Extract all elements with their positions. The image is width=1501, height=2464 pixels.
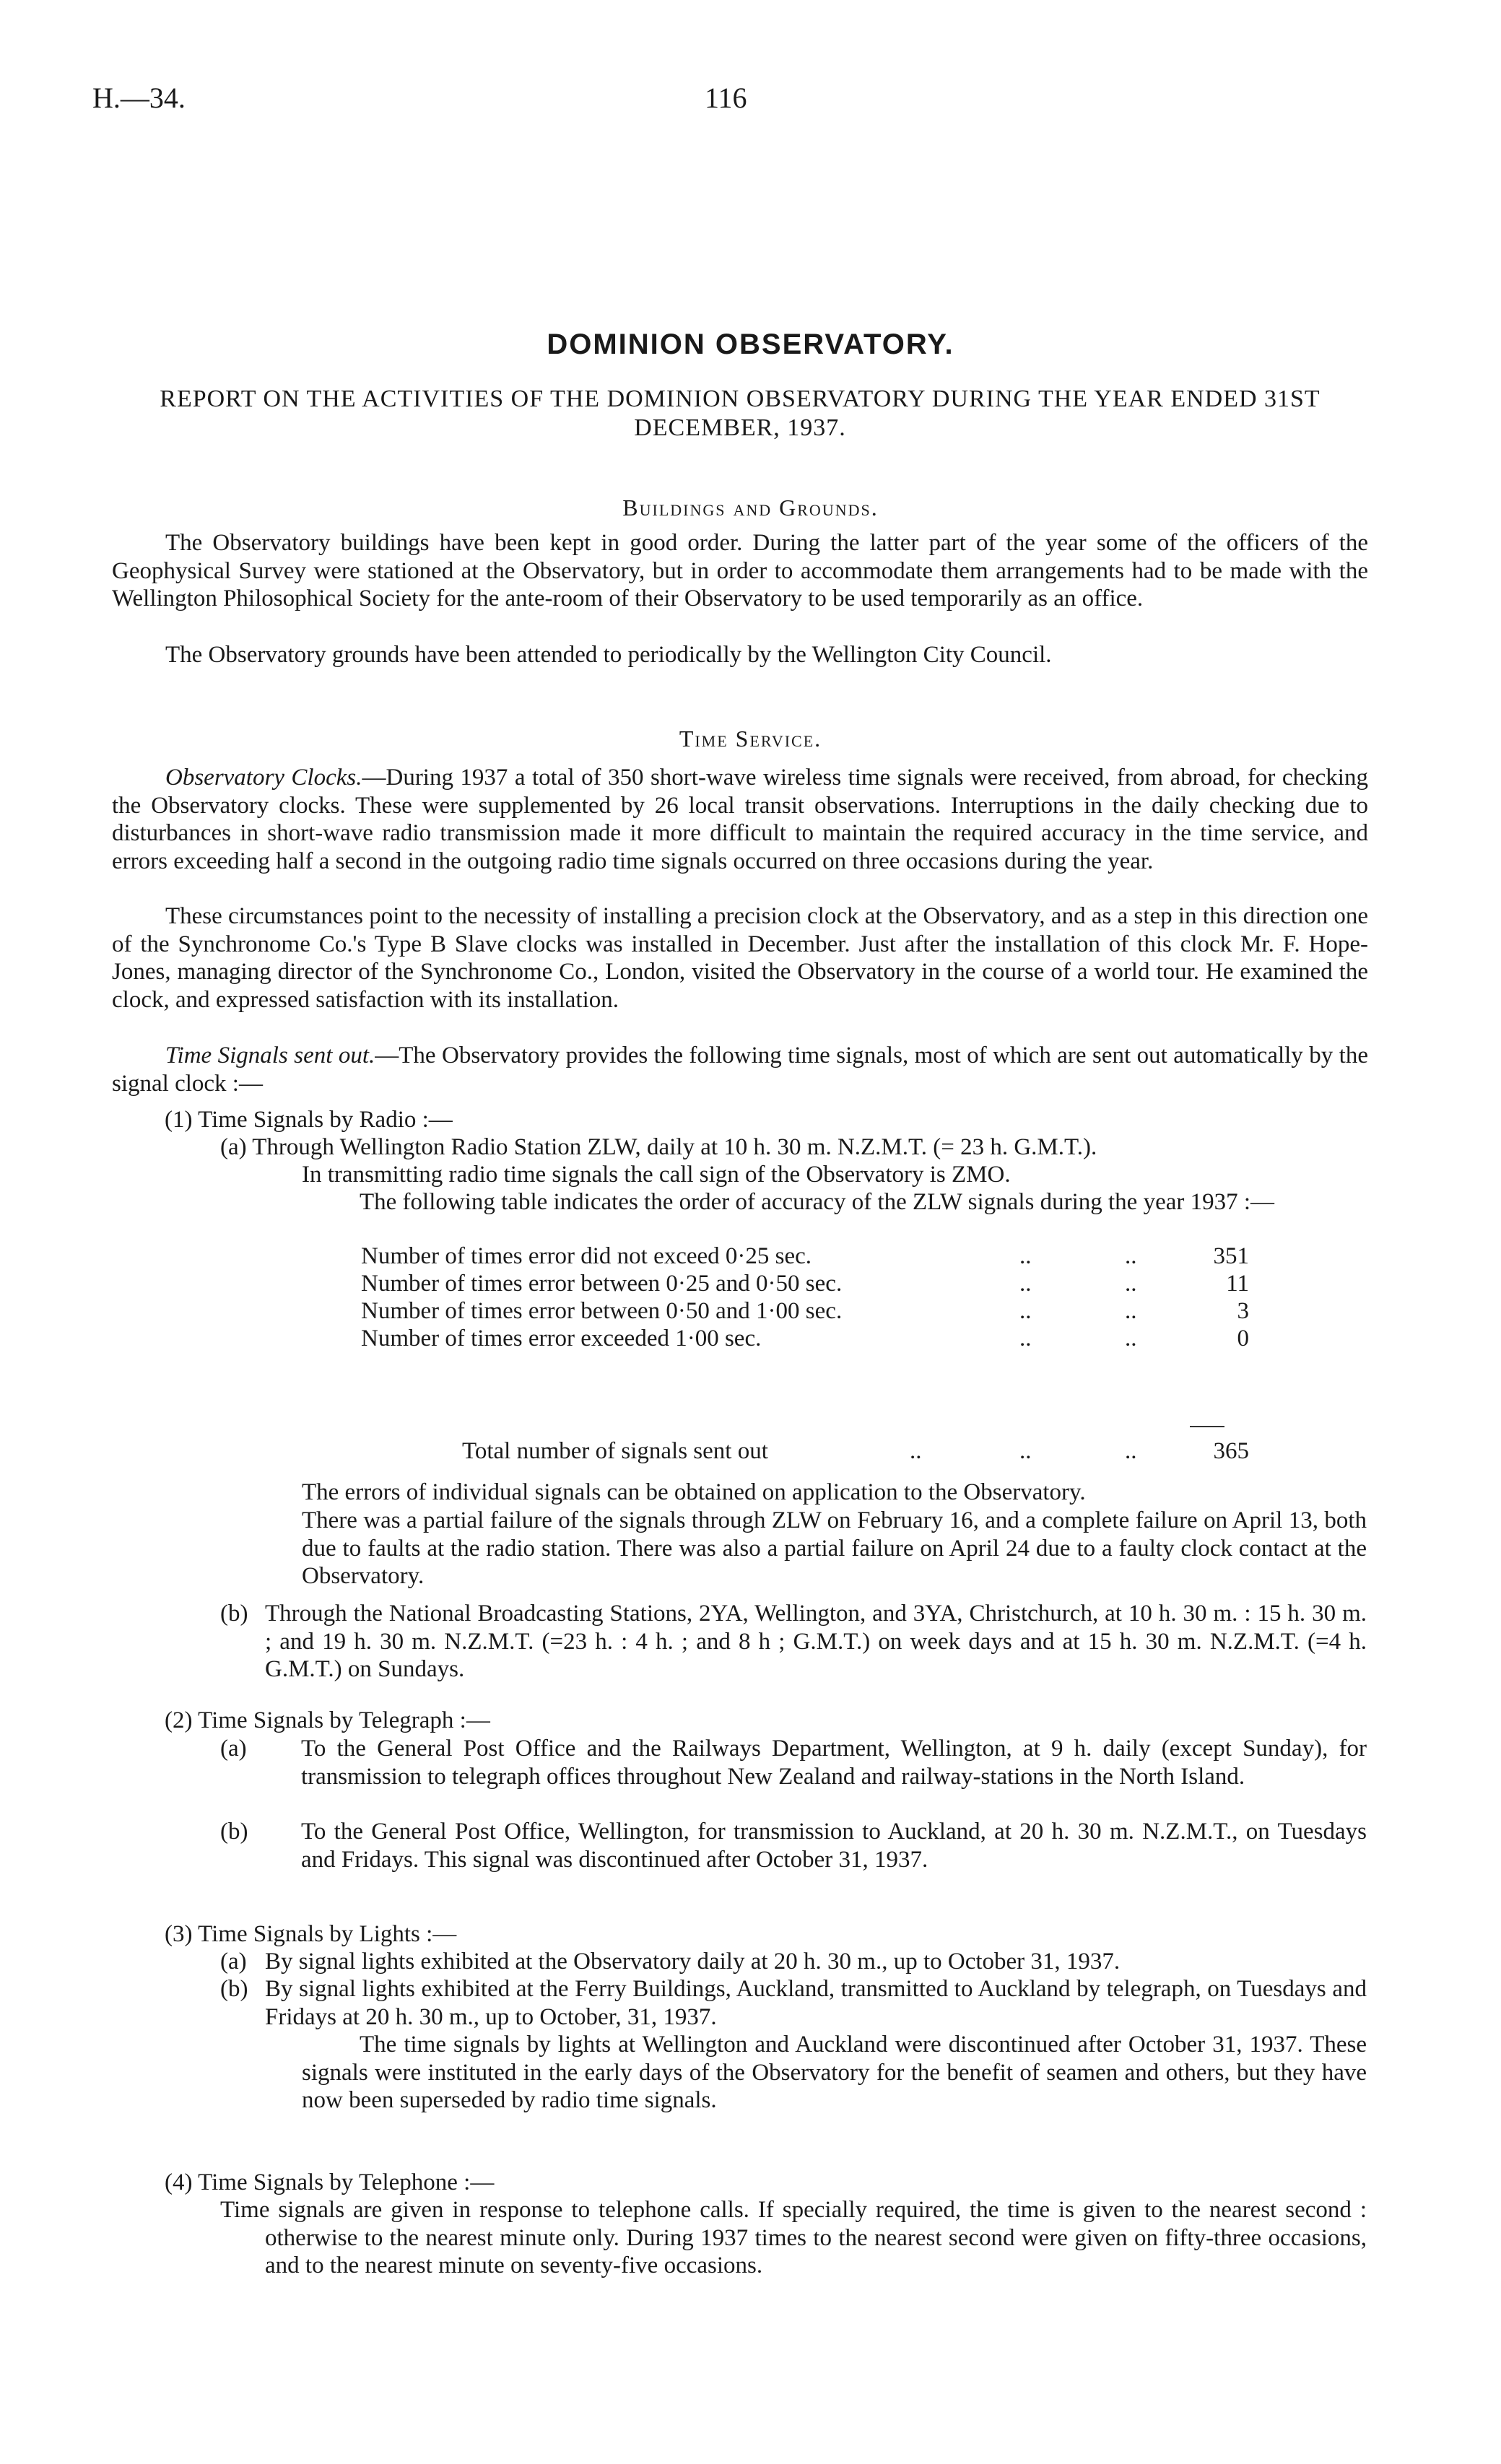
leader-dots: .. (1125, 1243, 1137, 1269)
table-row-value: 11 (1226, 1271, 1249, 1297)
total-rule (1190, 1426, 1224, 1427)
table-row-label: Number of times error did not exceed 0·25 sec. (361, 1243, 812, 1269)
item-a-label: (a) (220, 1736, 247, 1762)
table-row (361, 1298, 1249, 1325)
time-signals-text: —The Observatory provides the following time signals, most of which are sent out automatically by the signal clock :— (112, 1042, 1368, 1097)
document-subtitle: REPORT ON THE ACTIVITIES OF THE DOMINION OBSERVATORY DURING THE YEAR ENDED 31ST DECEMBER, 1937. (160, 386, 1321, 441)
grounds-paragraph: The Observatory grounds have been attended to periodically by the Wellington City Council. (165, 642, 1052, 668)
leader-dots: .. (1125, 1271, 1137, 1297)
leader-dots: .. (1019, 1438, 1032, 1464)
item-a-text: By signal lights exhibited at the Observatory daily at 20 h. 30 m., up to October 31, 1937. (265, 1949, 1121, 1975)
document-code: H.—34. (92, 82, 186, 114)
table-row-value: 3 (1237, 1298, 1249, 1324)
item-b-label: (b) (220, 1601, 248, 1627)
radio-item-a: (a) Through Wellington Radio Station ZLW, daily at 10 h. 30 m. N.Z.M.T. (= 23 h. G.M.T.). (220, 1134, 1097, 1160)
buildings-heading: Buildings and Grounds. (622, 495, 879, 521)
table-row-label: Number of times error between 0·25 and 0·50 sec. (361, 1271, 843, 1297)
lights-item-a (220, 1948, 1367, 1976)
radio-heading: (1) Time Signals by Radio :— (165, 1107, 453, 1133)
errors-note: The errors of individual signals can be obtained on application to the Observatory. (302, 1479, 1086, 1505)
leader-dots: .. (1125, 1438, 1137, 1464)
time-service-heading: Time Service. (679, 726, 822, 752)
leader-dots: .. (1125, 1298, 1137, 1324)
item-a-label: (a) (220, 1949, 247, 1975)
telegraph-item-a (220, 1735, 1367, 1790)
failure-note: There was a partial failure of the signals through ZLW on February 16, and a complete failure on April 13, both due to faults at the radio station. There was also a partial failure on April 24 due to a faulty clock contact at the Observatory. (302, 1507, 1367, 1589)
page-number: 116 (705, 82, 747, 114)
observatory-clocks-label: Observatory Clocks. (165, 765, 362, 791)
table-total-row (361, 1438, 1249, 1466)
radio-call-sign: In transmitting radio time signals the call sign of the Observatory is ZMO. (302, 1162, 1011, 1188)
radio-item-b (220, 1600, 1367, 1684)
leader-dots: .. (1019, 1298, 1032, 1324)
item-b-text: Through the National Broadcasting Stations, 2YA, Wellington, and 3YA, Christchurch, at 10 h. 30 m. : 15 h. 30 m. ; and 19 h. 30 m. N.Z.M.T. (=23 h. : 4 h. ; and 8 h ; G.M.T.) on week days and at 15 h. 30 m. N.Z.M.T. (=4 h. G.M.T.) on Sundays. (265, 1601, 1367, 1682)
item-b-text: By signal lights exhibited at the Ferry Buildings, Auckland, transmitted to Auckland by telegraph, on Tuesdays and Fridays at 20 h. 30 m., up to October, 31, 1937. (265, 1976, 1367, 2030)
item-b-text: To the General Post Office, Wellington, for transmission to Auckland, at 20 h. 30 m. N.Z.M.T., on Tuesdays and Fridays. This signal was discontinued after October 31, 1937. (301, 1819, 1367, 1873)
lights-heading: (3) Time Signals by Lights :— (165, 1921, 457, 1947)
lights-item-b (220, 1975, 1367, 2031)
accuracy-table-intro: The following table indicates the order of accuracy of the ZLW signals during the year 1937 :— (360, 1189, 1275, 1215)
document-title: DOMINION OBSERVATORY. (547, 328, 954, 360)
total-label: Total number of signals sent out (462, 1438, 768, 1464)
item-a-text: To the General Post Office and the Railways Department, Wellington, at 9 h. daily (except Sunday), for transmission to telegraph offices throughout New Zealand and railway-stations in the North Island. (301, 1736, 1367, 1790)
item-b-label: (b) (220, 1819, 248, 1845)
telephone-text: Time signals are given in response to telephone calls. If specially required, the time is given to the nearest second : otherwise to the nearest minute only. During 1937 times to the nearest second were given on fifty-three occasions, and to the nearest minute on seventy-five occasions. (220, 2197, 1367, 2278)
table-row-value: 351 (1213, 1243, 1249, 1269)
item-b-label: (b) (220, 1976, 248, 2002)
observatory-clocks-text: —During 1937 a total of 350 short-wave wireless time signals were received, from abroad, for checking the Observatory clocks. These were supplemented by 26 local transit observations. Interruptions in the daily checking due to disturbances in short-wave radio transmission made it more difficult to maintain the required accuracy in the time service, and errors exceeding half a second in the outgoing radio time signals occurred on three occasions during the year. (112, 765, 1368, 874)
telephone-heading: (4) Time Signals by Telephone :— (165, 2169, 495, 2195)
leader-dots: .. (910, 1438, 922, 1464)
leader-dots: .. (1019, 1325, 1032, 1351)
table-row-label: Number of times error exceeded 1·00 sec. (361, 1325, 762, 1351)
telegraph-heading: (2) Time Signals by Telegraph :— (165, 1707, 490, 1733)
table-row (361, 1325, 1249, 1353)
buildings-paragraph: The Observatory buildings have been kept in good order. During the latter part of the year some of the officers of the Geophysical Survey were stationed at the Observatory, but in order to accommodate them arrangements had to be made with the Wellington Philosophical Society for the ante-room of their Observatory to be used temporarily as an office. (112, 530, 1368, 611)
leader-dots: .. (1019, 1271, 1032, 1297)
telegraph-item-b (220, 1818, 1367, 1873)
table-row-label: Number of times error between 0·50 and 1·00 sec. (361, 1298, 843, 1324)
leader-dots: .. (1019, 1243, 1032, 1269)
time-signals-label: Time Signals sent out. (165, 1042, 375, 1068)
observatory-clocks-paragraph (112, 764, 1368, 875)
table-row (361, 1243, 1249, 1271)
lights-note: The time signals by lights at Wellington and Auckland were discontinued after October 31, 1937. These signals were instituted in the early days of the Observatory for the benefit of seamen and others, but they have now been superseded by radio time signals. (302, 2032, 1367, 2113)
leader-dots: .. (1125, 1325, 1137, 1351)
table-row-value: 0 (1237, 1325, 1249, 1351)
time-signals-paragraph (112, 1042, 1368, 1097)
precision-clock-paragraph: These circumstances point to the necessity of installing a precision clock at the Observatory, and as a step in this direction one of the Synchronome Co.'s Type B Slave clocks was installed in December. Just after the installation of this clock Mr. F. Hope-Jones, managing director of the Synchronome Co., London, visited the Observatory in the course of a world tour. He examined the clock, and expressed satisfaction with its installation. (112, 903, 1368, 1013)
total-value: 365 (1213, 1438, 1249, 1464)
table-row (361, 1271, 1249, 1298)
